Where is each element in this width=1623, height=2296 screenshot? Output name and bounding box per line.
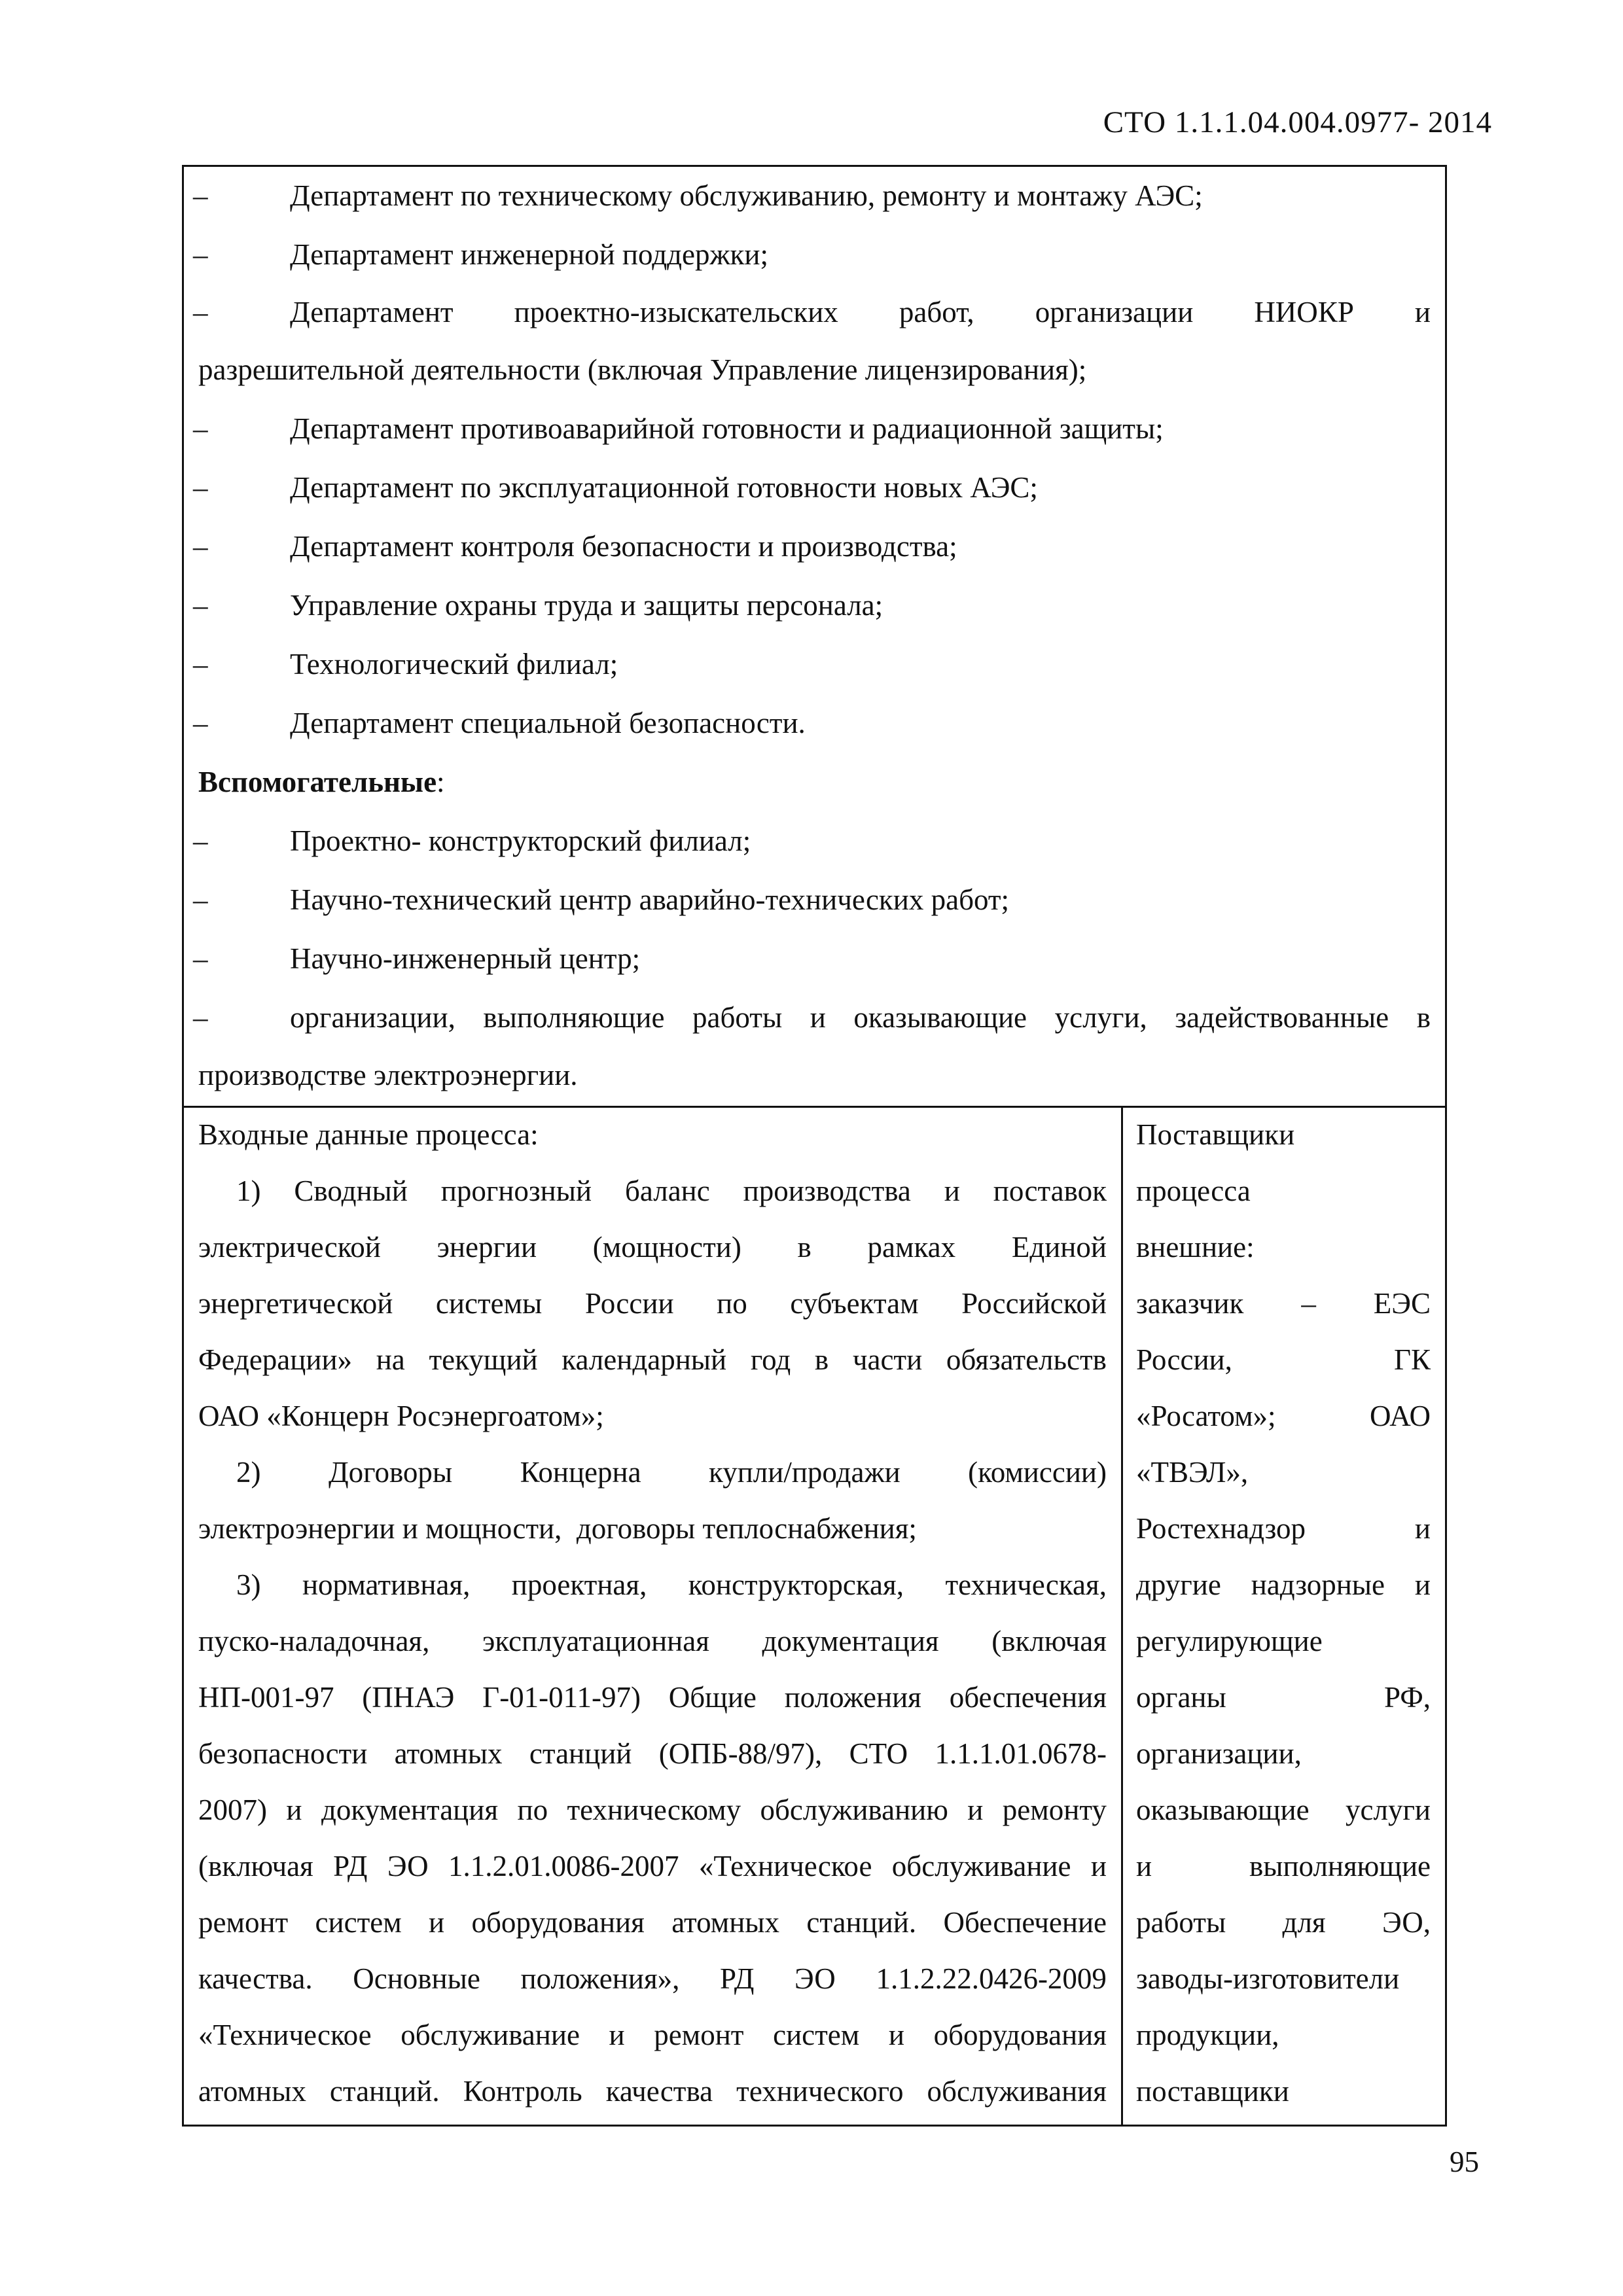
suppliers-line: поставщики <box>1136 2075 1289 2108</box>
word: 1) <box>236 1174 261 1207</box>
word: России <box>584 1287 674 1320</box>
suppliers-line: внешние: <box>1136 1231 1255 1263</box>
paragraph-line <box>198 2077 1107 2106</box>
word: проектная, <box>511 1568 647 1601</box>
word: обслуживание <box>401 2019 580 2051</box>
dash: – <box>193 942 208 975</box>
paragraph-line: ОАО «Концерн Росэнергоатом»; <box>198 1400 604 1432</box>
paragraph-line <box>198 1852 1107 1881</box>
word: «Техническое <box>198 2019 372 2051</box>
document-code: СТО 1.1.1.04.004.0977- 2014 <box>1103 105 1492 139</box>
word: техническая, <box>945 1568 1107 1601</box>
dash: – <box>193 824 208 857</box>
word: текущий <box>429 1343 538 1376</box>
word: документация <box>321 1793 499 1826</box>
paragraph-line <box>198 1233 1107 1262</box>
paragraph-line <box>236 1458 1107 1487</box>
word: оборудования <box>933 2019 1107 2051</box>
dash: – <box>193 1001 208 1034</box>
word: нормативная, <box>302 1568 471 1601</box>
word: ремонт <box>654 2019 744 2051</box>
paragraph-line <box>198 1908 1107 1937</box>
dash: – <box>193 530 208 563</box>
word: Общие <box>668 1681 757 1714</box>
word: работы <box>692 1001 783 1034</box>
dash: – <box>193 648 208 680</box>
suppliers-line <box>1136 1514 1431 1544</box>
word: по <box>517 1793 548 1826</box>
word: станций. <box>806 1906 917 1939</box>
word: работ, <box>899 296 974 328</box>
word: Единой <box>1011 1231 1107 1263</box>
word: Российской <box>961 1287 1107 1320</box>
word: Федерации» <box>198 1343 353 1376</box>
suppliers-line: процесса <box>1136 1174 1251 1207</box>
word: и <box>888 2019 904 2051</box>
word: ремонт <box>198 1906 289 1939</box>
list-item-text: Научно-инженерный центр; <box>290 942 641 975</box>
word: конструкторская, <box>688 1568 904 1601</box>
paragraph-line <box>198 2021 1107 2050</box>
colon: : <box>437 766 445 798</box>
word: станций. <box>329 2075 440 2108</box>
word: части <box>852 1343 923 1376</box>
page-number: 95 <box>1450 2146 1479 2178</box>
word: органы <box>1136 1681 1226 1714</box>
suppliers-line: «ТВЭЛ», <box>1136 1456 1249 1489</box>
word: качества. <box>198 1962 313 1995</box>
word: эксплуатационная <box>482 1625 709 1657</box>
word: Г-01-011-97) <box>482 1681 641 1714</box>
word: Обеспечение <box>943 1906 1107 1939</box>
list-item-continuation: разрешительной деятельности (включая Управление лицензирования); <box>198 353 1087 386</box>
list-item-text <box>290 298 1431 327</box>
paragraph-line: электроэнергии и мощности, договоры теплоснабжения; <box>198 1512 917 1545</box>
word: пуско-наладочная, <box>198 1625 430 1657</box>
word: документация <box>762 1625 939 1657</box>
word: (ОПБ-88/97), <box>658 1737 823 1770</box>
suppliers-line: продукции, <box>1136 2019 1279 2051</box>
word: другие <box>1136 1568 1221 1601</box>
list-item-text: Департамент специальной безопасности. <box>290 707 806 739</box>
word: в <box>1416 1001 1431 1034</box>
list-item-text: Департамент контроля безопасности и производства; <box>290 530 957 563</box>
suppliers-heading: Поставщики <box>1136 1118 1295 1151</box>
auxiliary-heading <box>198 768 445 797</box>
dash: – <box>193 707 208 739</box>
word: атомных <box>198 2075 306 2108</box>
word: поставок <box>993 1174 1107 1207</box>
word: рамках <box>867 1231 956 1263</box>
word: ОАО <box>1369 1400 1431 1432</box>
suppliers-line <box>1136 1683 1431 1712</box>
auxiliary-heading-text: Вспомогательные <box>198 766 437 798</box>
word: 2007) <box>198 1793 267 1826</box>
suppliers-line <box>1136 1570 1431 1600</box>
word: оказывающие <box>1136 1793 1310 1826</box>
word: прогнозный <box>440 1174 592 1207</box>
word: баланс <box>624 1174 710 1207</box>
word: заказчик <box>1136 1287 1244 1320</box>
paragraph-line <box>198 1964 1107 1994</box>
list-item-text: Департамент по техническому обслуживанию, ремонту и монтажу АЭС; <box>290 179 1203 212</box>
word: России, <box>1136 1343 1232 1376</box>
word: энергетической <box>198 1287 393 1320</box>
dash: – <box>193 883 208 916</box>
word: атомных <box>671 1906 780 1939</box>
word: и <box>1414 296 1431 328</box>
word: качества <box>605 2075 713 2108</box>
word: систем <box>773 2019 860 2051</box>
word: Концерна <box>520 1456 641 1489</box>
suppliers-cell <box>1123 1106 1445 2125</box>
word: НИОКР <box>1254 296 1354 328</box>
paragraph-line <box>198 1627 1107 1656</box>
word: выполняющие <box>1249 1850 1431 1882</box>
word: для <box>1282 1906 1326 1939</box>
word: обслуживанию <box>760 1793 948 1826</box>
word: положения <box>784 1681 921 1714</box>
word: Сводный <box>294 1174 408 1207</box>
dash: – <box>193 589 208 622</box>
list-item-text: Проектно- конструкторский филиал; <box>290 824 751 857</box>
suppliers-line <box>1136 1345 1431 1375</box>
dash: – <box>193 179 208 212</box>
list-item-continuation: производстве электроэнергии. <box>198 1059 578 1091</box>
word: (ПНАЭ <box>362 1681 455 1714</box>
paragraph-line <box>198 1683 1107 1712</box>
word: организации <box>1035 296 1194 328</box>
word: год <box>750 1343 791 1376</box>
word: ремонту <box>1002 1793 1107 1826</box>
word: НП-001-97 <box>198 1681 334 1714</box>
suppliers-line: регулирующие <box>1136 1625 1323 1657</box>
word: системы <box>435 1287 543 1320</box>
word: Контроль <box>463 2075 582 2108</box>
suppliers-line <box>1136 1402 1431 1431</box>
word: производства <box>743 1174 911 1207</box>
word: и <box>286 1793 302 1826</box>
word: атомных <box>394 1737 503 1770</box>
word: обеспечения <box>949 1681 1107 1714</box>
paragraph-line <box>236 1570 1107 1600</box>
word: и <box>967 1793 984 1826</box>
word: энергии <box>437 1231 537 1263</box>
list-item-text: Технологический филиал; <box>290 648 618 680</box>
word: (мощности) <box>592 1231 741 1263</box>
paragraph-line <box>198 1345 1107 1375</box>
word: станций <box>529 1737 632 1770</box>
word: и <box>1414 1512 1431 1545</box>
list-item-text: Департамент по эксплуатационной готовности новых АЭС; <box>290 471 1038 504</box>
word: «Техническое <box>698 1850 872 1882</box>
list-item-text <box>290 1003 1431 1033</box>
word: безопасности <box>198 1737 368 1770</box>
input-data-heading: Входные данные процесса: <box>198 1118 539 1151</box>
dash: – <box>193 412 208 445</box>
word: и <box>944 1174 960 1207</box>
word: и <box>1090 1850 1107 1882</box>
word: Основные <box>353 1962 480 1995</box>
word: и <box>429 1906 445 1939</box>
word: 2) <box>236 1456 261 1489</box>
paragraph-line <box>198 1289 1107 1318</box>
process-table <box>182 165 1447 2127</box>
word: на <box>376 1343 405 1376</box>
word: проектно-изыскательских <box>514 296 838 328</box>
word: (включая <box>991 1625 1107 1657</box>
word: обслуживания <box>927 2075 1107 2108</box>
word: и <box>1136 1850 1152 1882</box>
dash: – <box>193 296 208 328</box>
word: РД <box>720 1962 755 1995</box>
paragraph-line <box>198 1795 1107 1825</box>
word: ЭО <box>794 1962 836 1995</box>
word: услуги, <box>1054 1001 1147 1034</box>
word: и <box>1414 1568 1431 1601</box>
word: оказывающие <box>853 1001 1027 1034</box>
paragraph-line <box>236 1176 1107 1206</box>
word: 1.1.2.01.0086-2007 <box>448 1850 679 1882</box>
dash: – <box>193 471 208 504</box>
suppliers-line: организации, <box>1136 1737 1302 1770</box>
word: Департамент <box>290 296 454 328</box>
word: ЭО, <box>1382 1906 1431 1939</box>
word: систем <box>315 1906 402 1939</box>
word: в <box>814 1343 829 1376</box>
word: ЕЭС <box>1373 1287 1431 1320</box>
word: услуги <box>1346 1793 1431 1826</box>
word: положения», <box>520 1962 680 1995</box>
word: РД <box>333 1850 368 1882</box>
participants-cell <box>184 167 1445 1108</box>
paragraph-line <box>198 1739 1107 1769</box>
word: организации, <box>290 1001 455 1034</box>
word: ГК <box>1393 1343 1431 1376</box>
word: технического <box>736 2075 904 2108</box>
word: выполняющие <box>483 1001 665 1034</box>
word: оборудования <box>471 1906 645 1939</box>
word: (комиссии) <box>968 1456 1107 1489</box>
list-item-text: Научно-технический центр аварийно-технических работ; <box>290 883 1010 916</box>
word: техническому <box>567 1793 741 1826</box>
word: «Росатом»; <box>1136 1400 1276 1432</box>
word: и <box>609 2019 625 2051</box>
suppliers-line: заводы-изготовители <box>1136 1962 1400 1995</box>
word: – <box>1301 1287 1316 1320</box>
word: РФ, <box>1383 1681 1431 1714</box>
suppliers-line <box>1136 1795 1431 1825</box>
suppliers-line <box>1136 1908 1431 1937</box>
word: купли/продажи <box>709 1456 901 1489</box>
word: по <box>717 1287 747 1320</box>
word: и <box>810 1001 826 1034</box>
word: субъектам <box>790 1287 919 1320</box>
word: ЭО <box>387 1850 429 1882</box>
word: 3) <box>236 1568 261 1601</box>
word: обязательств <box>946 1343 1107 1376</box>
word: работы <box>1136 1906 1226 1939</box>
input-data-cell <box>184 1106 1123 2125</box>
word: задействованные <box>1175 1001 1389 1034</box>
word: 1.1.2.22.0426-2009 <box>876 1962 1107 1995</box>
list-item-text: Департамент инженерной поддержки; <box>290 238 769 271</box>
dash: – <box>193 238 208 271</box>
list-item-text: Управление охраны труда и защиты персонала; <box>290 589 883 622</box>
word: обслуживание <box>891 1850 1071 1882</box>
word: Договоры <box>328 1456 453 1489</box>
word: календарный <box>562 1343 727 1376</box>
suppliers-line <box>1136 1852 1431 1881</box>
word: 1.1.1.01.0678- <box>935 1737 1107 1770</box>
word: надзорные <box>1251 1568 1385 1601</box>
suppliers-line <box>1136 1289 1431 1318</box>
word: в <box>797 1231 812 1263</box>
word: Ростехнадзор <box>1136 1512 1306 1545</box>
list-item-text: Департамент противоаварийной готовности и радиационной защиты; <box>290 412 1164 445</box>
word: (включая <box>198 1850 313 1882</box>
word: электрической <box>198 1231 381 1263</box>
word: СТО <box>849 1737 908 1770</box>
